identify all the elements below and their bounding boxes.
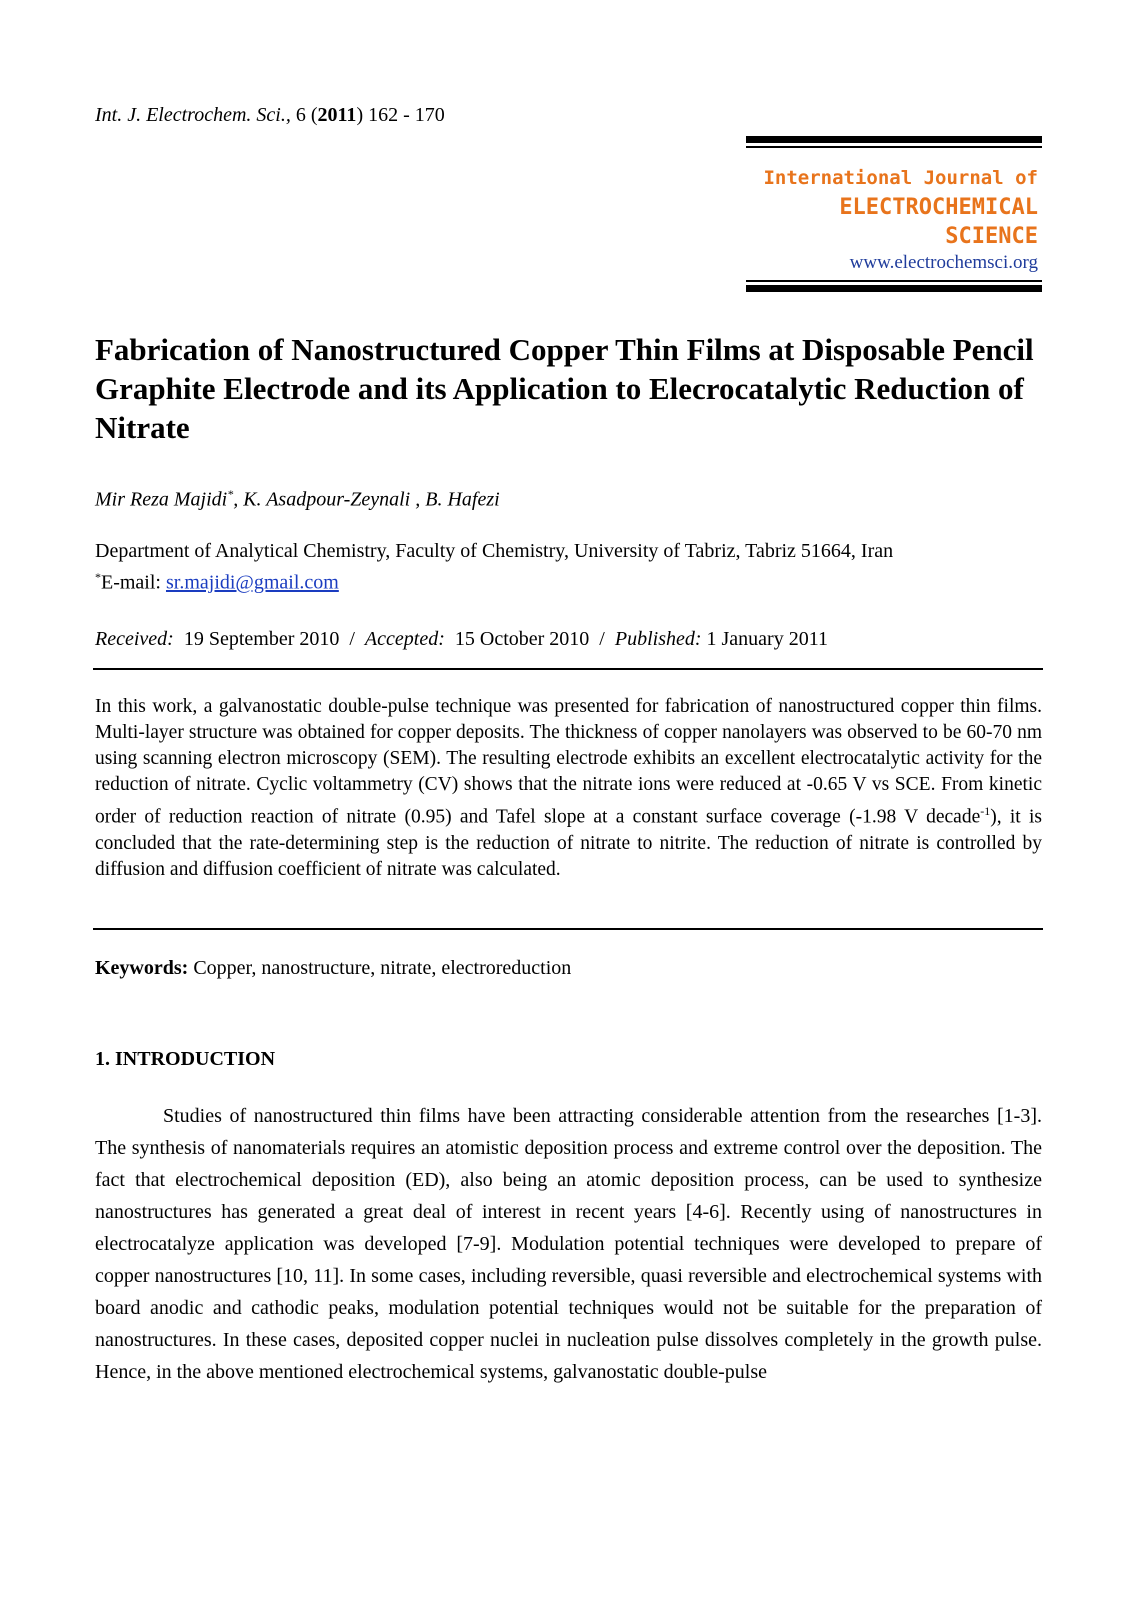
author-list bbox=[95, 487, 500, 512]
affiliation-block bbox=[95, 538, 893, 596]
department: Department of Analytical Chemistry, Faculty of Chemistry, University of Tabriz, Tabriz 51664, Iran bbox=[95, 540, 894, 562]
email-mark: * bbox=[95, 570, 101, 584]
email-label: E-mail: bbox=[101, 571, 166, 594]
accepted-date: 15 October 2010 bbox=[454, 628, 590, 650]
logo-bottom-rule-thin bbox=[746, 280, 1042, 282]
accepted-label: Accepted: bbox=[364, 628, 445, 650]
date-separator: / bbox=[599, 628, 605, 650]
received-date: 19 September 2010 bbox=[183, 628, 340, 650]
journal-name-line3: SCIENCE bbox=[945, 224, 1038, 249]
email-link[interactable]: sr.majidi@gmail.com bbox=[165, 571, 339, 594]
logo-top-rule-thin bbox=[746, 146, 1042, 148]
keywords bbox=[95, 957, 571, 980]
journal-url-link[interactable]: www.electrochemsci.org bbox=[849, 252, 1038, 273]
corresponding-author-mark: * bbox=[227, 487, 234, 501]
citation-header: Int. J. Electrochem. Sci., 6 (2011) 162 - 170 bbox=[95, 104, 445, 126]
keywords-value: Copper, nanostructure, nitrate, electroreduction bbox=[188, 957, 572, 979]
published-label: Published: bbox=[614, 628, 702, 650]
abstract-bottom-rule bbox=[93, 928, 1043, 930]
page-range: 162 - 170 bbox=[368, 104, 445, 126]
section-heading-introduction: 1. INTRODUCTION bbox=[95, 1048, 276, 1070]
introduction-paragraph: Studies of nanostructured thin films have been attracting considerable attention from the researches [1-3]. The synthesis of nanomaterials requires an atomistic deposition process and extreme control over the deposition. The fact that electrochemical deposition (ED), also being an atomic deposition process, can be used to synthesize nanostructures has generated a great deal of interest in recent years [4-6]. Recently using of nanostructures in electrocatalyze application was developed [7-9]. Modulation potential techniques were developed to prepare of copper nanostructures [10, 11]. In some cases, including reversible, quasi reversible and electrochemical systems with board anodic and cathodic peaks, modulation potential techniques would not be suitable for the preparation of nanostructures. In these cases, deposited copper nuclei in nucleation pulse dissolves completely in the growth pulse. Hence, in the above mentioned electrochemical systems, galvanostatic double-pulse bbox=[95, 1105, 1042, 1383]
journal-logo bbox=[746, 136, 1042, 292]
logo-top-rule-thick bbox=[746, 136, 1042, 143]
received-label: Received: bbox=[95, 628, 174, 650]
year: 2011 bbox=[317, 104, 357, 126]
abstract bbox=[95, 694, 1042, 883]
author-1: Mir Reza Majidi bbox=[95, 488, 228, 511]
journal-name bbox=[746, 164, 1038, 251]
email-line bbox=[95, 564, 893, 596]
abstract-text-part2: ), it is concluded that the rate-determining step is the reduction of nitrate to nitrite. The reduction of nitrate is controlled by diffusion and diffusion coefficient of nitrate was calculated. bbox=[95, 806, 1042, 880]
journal-name-line1: International Journal of bbox=[763, 167, 1038, 189]
other-authors: , K. Asadpour-Zeynali , B. Hafezi bbox=[233, 488, 500, 511]
date-separator: / bbox=[349, 628, 355, 650]
journal-name-line2: ELECTROCHEMICAL bbox=[839, 195, 1038, 220]
keywords-label: Keywords: bbox=[95, 957, 189, 979]
paper-title: Fabrication of Nanostructured Copper Thin Films at Disposable Pencil Graphite Electrode and its Application to Elecrocatalytic Reduction of Nitrate bbox=[95, 332, 1034, 445]
publication-dates bbox=[95, 628, 828, 651]
published-date: 1 January 2011 bbox=[706, 628, 828, 650]
volume: 6 bbox=[295, 104, 306, 126]
journal-abbrev: Int. J. Electrochem. Sci., bbox=[95, 104, 291, 126]
abstract-top-rule bbox=[93, 668, 1043, 670]
abstract-text-part1: In this work, a galvanostatic double-pulse technique was presented for fabrication of nanostructured copper thin films. Multi-layer structure was obtained for copper deposits. The thickness of copper nanolayers was observed to be 60-70 nm using scanning electron microscopy (SEM). The resulting electrode exhibits an excellent electrocatalytic activity for the reduction of nitrate. Cyclic voltammetry (CV) shows that the nitrate ions were reduced at -0.65 V vs SCE. From kinetic order of reduction reaction of nitrate (0.95) and Tafel slope at a constant surface coverage (-1.98 V decade bbox=[95, 696, 1042, 828]
logo-bottom-rule-thick bbox=[746, 285, 1042, 292]
abstract-superscript: -1 bbox=[980, 804, 991, 818]
